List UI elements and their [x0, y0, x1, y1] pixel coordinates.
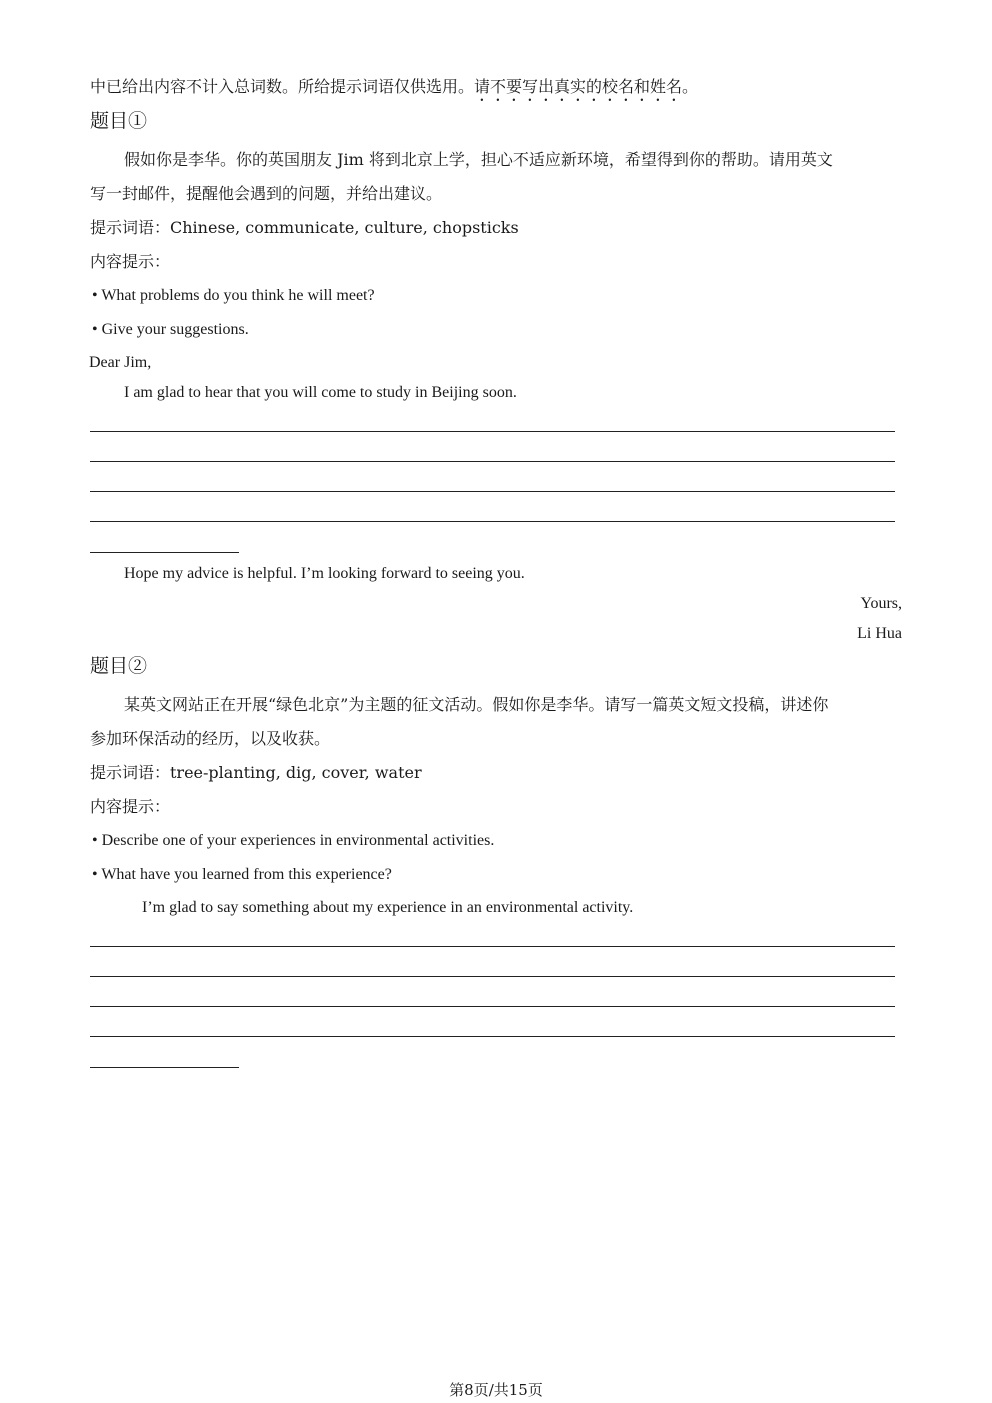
letter-greeting: Dear Jim,	[89, 354, 152, 371]
topic1-hint-words: 提示词语：Chinese, communicate, culture, chopsticks	[90, 218, 519, 237]
answer-line[interactable]	[90, 521, 895, 522]
answer-line[interactable]	[90, 946, 895, 947]
answer-line[interactable]	[90, 1036, 895, 1037]
letter-closing: Hope my advice is helpful. I’m looking forward to seeing you.	[124, 565, 525, 582]
topic2-prompt-line2: 参加环保活动的经历，以及收获。	[90, 729, 331, 748]
answer-line[interactable]	[90, 491, 895, 492]
topic2-content-hint-label: 内容提示：	[90, 797, 171, 816]
topic2-prompt-line1: 某英文网站正在开展“绿色北京”为主题的征文活动。假如你是李华。请写一篇英文短文投稿，讲述你	[124, 695, 829, 714]
instruction-note-emphasis: 请不要写出真实的校名和姓名	[474, 77, 683, 96]
instruction-note-text: 中已给出内容不计入总词数。所给提示词语仅供选用。	[90, 77, 475, 96]
instruction-note	[90, 76, 698, 105]
topic1-prompt-line1: 假如你是李华。你的英国朋友 Jim 将到北京上学，担心不适应新环境，希望得到你的帮助。请用英文	[124, 150, 833, 169]
topic1-prompt-line2: 写一封邮件，提醒他会遇到的问题，并给出建议。	[90, 184, 443, 203]
answer-line[interactable]	[90, 431, 895, 432]
topic1-heading: 题目①	[90, 110, 148, 132]
topic1-bullet-1: • What problems do you think he will meet?	[92, 287, 375, 304]
topic2-heading: 题目②	[90, 655, 148, 677]
answer-line[interactable]	[90, 1006, 895, 1007]
answer-line-short[interactable]	[90, 1067, 239, 1068]
letter-sign-off: Yours,	[860, 595, 902, 612]
topic2-bullet-2: • What have you learned from this experience?	[92, 866, 392, 883]
answer-line[interactable]	[90, 461, 895, 462]
answer-line-short[interactable]	[90, 552, 239, 553]
letter-signature: Li Hua	[857, 625, 902, 642]
topic1-content-hint-label: 内容提示：	[90, 252, 171, 271]
letter-opening: I am glad to hear that you will come to study in Beijing soon.	[124, 384, 517, 401]
topic1-bullet-2: • Give your suggestions.	[92, 321, 249, 338]
essay-opening: I’m glad to say something about my experience in an environmental activity.	[142, 899, 634, 916]
instruction-note-end: 。	[682, 77, 699, 96]
page-number: 第8页/共15页	[449, 1381, 543, 1399]
topic2-bullet-1: • Describe one of your experiences in environmental activities.	[92, 832, 495, 849]
topic2-hint-words: 提示词语：tree-planting, dig, cover, water	[90, 763, 422, 782]
answer-line[interactable]	[90, 976, 895, 977]
